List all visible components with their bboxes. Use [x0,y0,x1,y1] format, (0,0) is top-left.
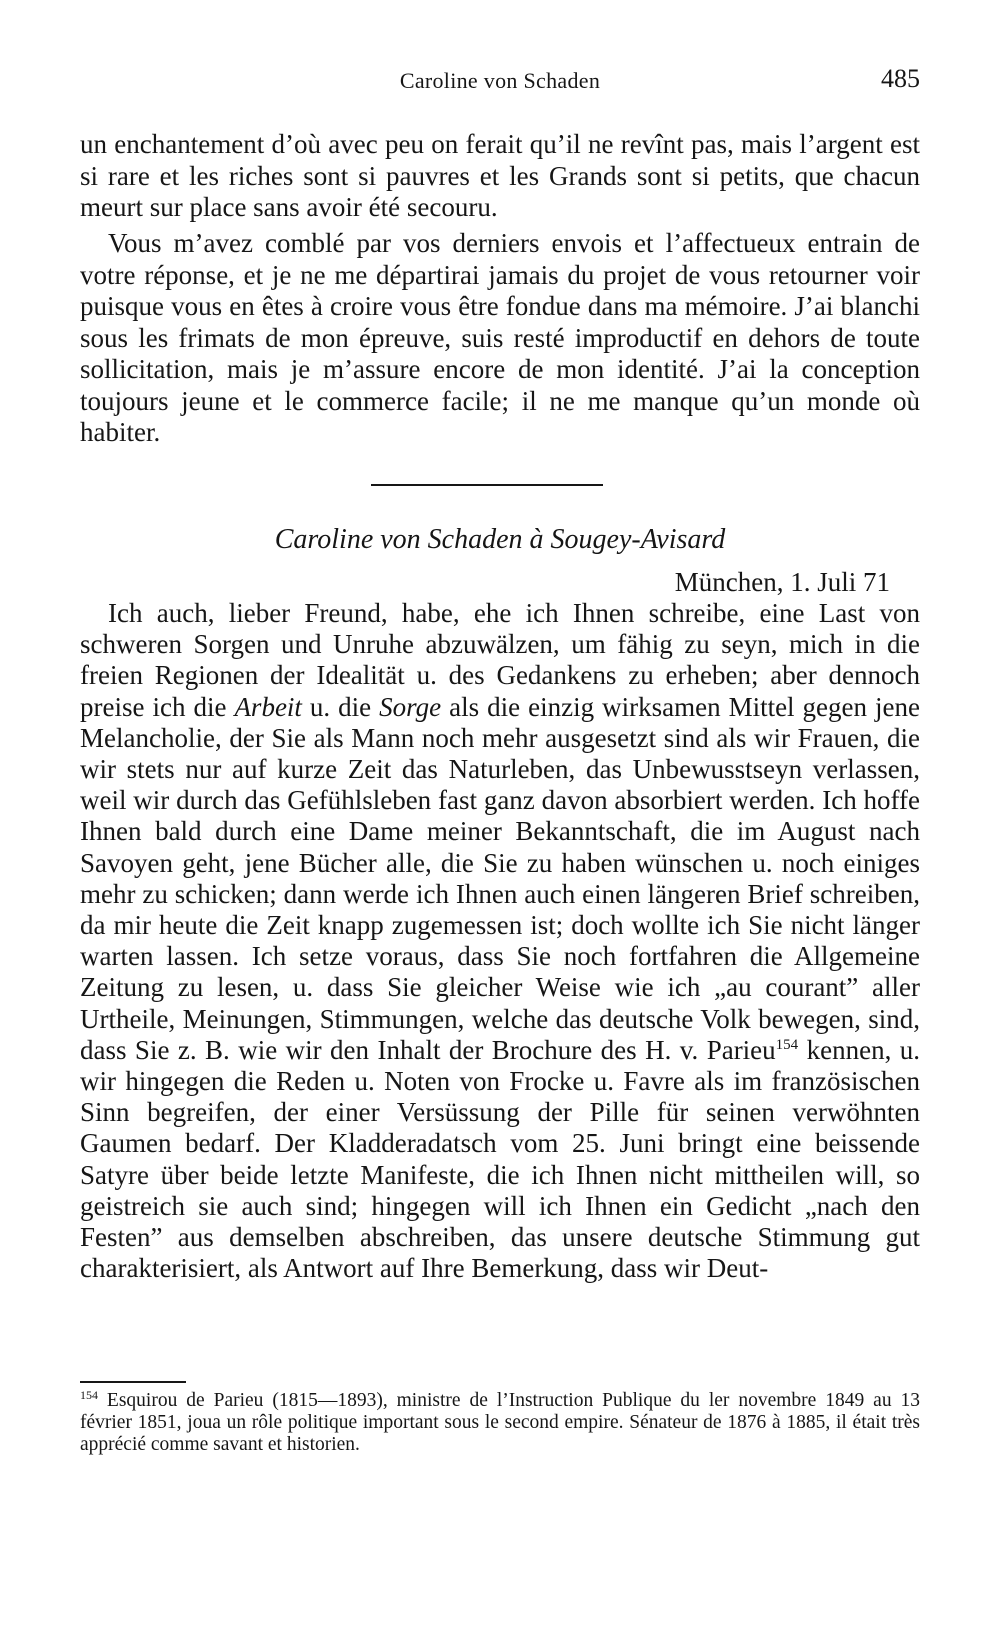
body-text: Ich auch, lieber Freund, habe, ehe ich Ihnen schreibe, eine Last von schweren Sorgen und Unruhe abzuwälzen, um fähig zu seyn, mich in die freien Regionen der Idealität u. des Gedankens zu erheben; aber dennoch preise ich die [80,598,920,722]
page-header [80,64,920,98]
letter-dateline: München, 1. Juli 71 [674,567,890,597]
footnote-divider [80,1381,186,1383]
emphasis-arbeit: Arbeit [234,691,302,722]
closing-paragraph: Vous m’avez comblé par vos derniers envois et l’affectueux entrain de votre réponse, et je ne me départirai jamais du projet de vous retourner voir puisque vous en êtes à croire vous être fondue dans ma mémoire. J’ai blanchi sous les frimats de mon épreuve, suis resté improductif en dehors de toute sollicitation, mais je m’assure encore de mon identité. J’ai la conception toujours jeune et le commerce facile; il ne me manque qu’un monde où habiter. [80,228,920,447]
section-divider [371,484,603,486]
letter-body-paragraph [80,598,920,1284]
page-number: 485 [881,64,920,93]
footnote [80,1390,920,1456]
letter-heading: Caroline von Schaden à Sougey-Avisard [274,524,726,555]
continued-paragraph: un enchantement d’où avec peu on ferait qu’il ne revînt pas, mais l’argent est si rare et les riches sont si pauvres et les Grands sont si petits, que chacun meurt sur place sans avoir été secouru. [80,129,920,222]
body-text: als die einzig wirksamen Mittel gegen jene Melancholie, der Sie als Mann noch mehr ausgesetzt sind als wir Frauen, die wir stets nur auf kurze Zeit das Naturleben, das Unbewusstseyn verlassen, weil wir durch das Gefühlsleben fast ganz davon absorbiert werden. Ich hoffe Ihnen bald durch eine Dame meiner Bekanntschaft, die im August nach Savoyen geht, jene Bücher alle, die Sie zu haben wünschen u. noch einiges mehr zu schicken; dann werde ich Ihnen auch einen längeren Brief schreiben, da mir heute die Zeit knapp zugemessen ist; doch wollte ich Sie nicht länger warten lassen. Ich setze voraus, dass Sie noch fortfahren die Allgemeine Zeitung zu lesen, u. dass Sie gleicher Weise wie ich „au courant” aller Urtheile, Meinungen, Stimmungen, welche das deutsche Volk bewegen, sind, dass Sie z. B. wie wir den Inhalt der Brochure des H. v. Parieu [80,691,920,1065]
footnote-reference: 154 [775,1036,799,1053]
running-title: Caroline von Schaden [399,68,601,93]
emphasis-sorge: Sorge [379,691,442,722]
footnote-number: 154 [80,1388,98,1402]
body-text: u. die [301,691,380,722]
footnote-text: Esquirou de Parieu (1815—1893), ministre de l’Instruction Publique du ler novembre 1849 au 13 février 1851, joua un rôle politique important sous le second empire. Sénateur de 1876 à 1885, il était très apprécié comme savant et historien. [80,1390,920,1455]
body-text: kennen, u. wir hingegen die Reden u. Noten von Frocke u. Favre als im französischen Sinn begreifen, der einer Versüssung der Pille für seinen verwöhnten Gaumen bedarf. Der Kladderadatsch vom 25. Juni bringt eine beissende Satyre über beide letzte Manifeste, die ich Ihnen nicht mittheilen will, so geistreich sie auch sind; hingegen will ich Ihnen ein Gedicht „nach den Festen” aus demselben abschreiben, das unsere deutsche Stimmung gut charakterisiert, als Antwort auf Ihre Bemerkung, dass wir Deut- [80,1034,921,1284]
